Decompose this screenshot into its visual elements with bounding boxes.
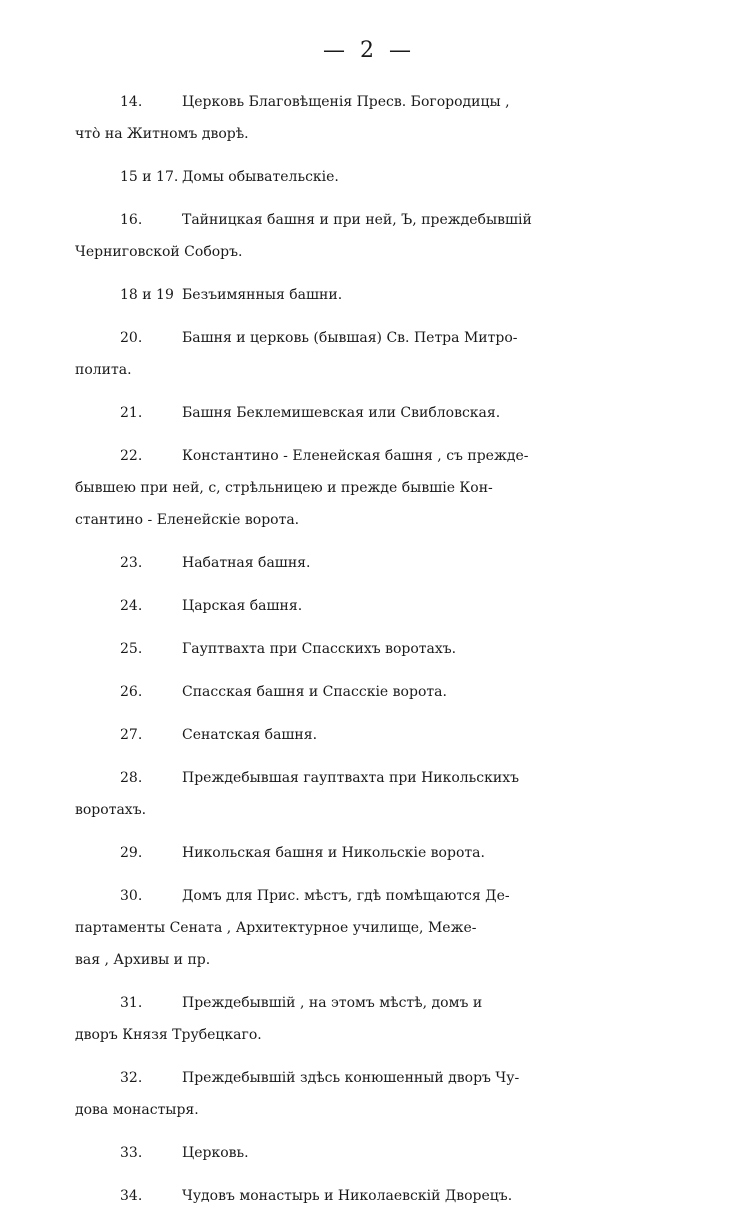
entry-number: 14. (120, 94, 143, 110)
entry-first-line (0, 1180, 738, 1212)
entry-first-line (0, 86, 738, 118)
entry-first-line (0, 322, 738, 354)
page-number: — 2 — (323, 38, 415, 63)
entry-text: стантино - Еленейскіе ворота. (75, 512, 300, 528)
entry-number: 20. (120, 330, 143, 346)
entry-number: 21. (120, 405, 143, 421)
entry-text: Преждебывшій , на этомъ мѣстѣ, домъ и (182, 995, 483, 1011)
entry-continuation-line (0, 236, 738, 268)
entry-continuation-line (0, 912, 738, 944)
entry-number: 27. (120, 727, 143, 743)
entry-text: бывшею при ней, с, стрѣльницею и прежде бывшіе Кон- (75, 480, 493, 496)
entry-number: 16. (120, 212, 143, 228)
entry-text: Безъимянныя башни. (182, 287, 343, 303)
entry-text: Преждебывшій здѣсь конюшенный дворъ Чу- (182, 1070, 520, 1086)
entry-text: Черниговской Соборъ. (75, 244, 243, 260)
list-item (0, 987, 738, 1051)
entry-number: 33. (120, 1145, 143, 1161)
list-item (0, 322, 738, 386)
entry-text: Домъ для Прис. мѣстъ, гдѣ помѣщаются Де- (182, 888, 510, 904)
list-item (0, 161, 738, 193)
entry-text: Царская башня. (182, 598, 303, 614)
list-item (0, 837, 738, 869)
list-item (0, 1180, 738, 1212)
entry-number: 32. (120, 1070, 143, 1086)
entry-text: Башня и церковь (бывшая) Св. Петра Митро- (182, 330, 518, 346)
entry-first-line (0, 719, 738, 751)
entry-number: 26. (120, 684, 143, 700)
entry-number: 30. (120, 888, 143, 904)
entry-text: Домы обывательскіе. (182, 169, 339, 185)
list-item (0, 547, 738, 579)
entry-continuation-line (0, 1019, 738, 1051)
entry-continuation-line (0, 354, 738, 386)
entry-text: воротахъ. (75, 802, 147, 818)
list-item (0, 1062, 738, 1126)
list-item (0, 440, 738, 536)
list-item (0, 279, 738, 311)
entry-first-line (0, 204, 738, 236)
entry-number: 31. (120, 995, 143, 1011)
entry-text: Константино - Еленейская башня , съ прежде- (182, 448, 529, 464)
entry-continuation-line (0, 1094, 738, 1126)
entry-text: партаменты Сената , Архитектурное училище, Меже- (75, 920, 477, 936)
entry-continuation-line (0, 118, 738, 150)
entry-number: 25. (120, 641, 143, 657)
entry-text: полита. (75, 362, 132, 378)
entry-first-line (0, 161, 738, 193)
entry-text: Никольская башня и Никольскіе ворота. (182, 845, 485, 861)
entry-number: 15 и 17. (120, 169, 179, 185)
entry-text: Набатная башня. (182, 555, 311, 571)
entry-text: Церковь. (182, 1145, 249, 1161)
list-item (0, 86, 738, 150)
entry-first-line (0, 1062, 738, 1094)
entry-first-line (0, 590, 738, 622)
entry-continuation-line (0, 472, 738, 504)
entry-text: дова монастыря. (75, 1102, 199, 1118)
entry-text: Сенатская башня. (182, 727, 318, 743)
entry-first-line (0, 762, 738, 794)
entry-number: 18 и 19 (120, 287, 174, 303)
entry-number: 24. (120, 598, 143, 614)
entry-text: Тайницкая башня и при ней, Ъ, преждебывшій (182, 212, 532, 228)
entry-text: Гауптвахта при Спасскихъ воротахъ. (182, 641, 457, 657)
entry-first-line (0, 987, 738, 1019)
entry-continuation-line (0, 794, 738, 826)
entry-continuation-line (0, 504, 738, 536)
list-item (0, 719, 738, 751)
list-item (0, 397, 738, 429)
list-item (0, 676, 738, 708)
list-item (0, 762, 738, 826)
list-item (0, 204, 738, 268)
entry-text: дворъ Князя Трубецкаго. (75, 1027, 262, 1043)
entry-first-line (0, 440, 738, 472)
entry-list (0, 86, 738, 1223)
entry-number: 22. (120, 448, 143, 464)
entry-first-line (0, 880, 738, 912)
entry-first-line (0, 633, 738, 665)
entry-number: 23. (120, 555, 143, 571)
list-item (0, 880, 738, 976)
entry-text: Чудовъ монастырь и Николаевскій Дворецъ. (182, 1188, 513, 1204)
entry-first-line (0, 547, 738, 579)
entry-first-line (0, 837, 738, 869)
entry-number: 34. (120, 1188, 143, 1204)
entry-first-line (0, 279, 738, 311)
entry-number: 29. (120, 845, 143, 861)
list-item (0, 590, 738, 622)
entry-text: вая , Архивы и пр. (75, 952, 211, 968)
entry-first-line (0, 397, 738, 429)
list-item (0, 633, 738, 665)
entry-first-line (0, 1137, 738, 1169)
entry-text: Церковь Благовѣщенія Пресв. Богородицы , (182, 94, 510, 110)
entry-first-line (0, 676, 738, 708)
entry-text: что̀ на Житномъ дворѣ. (75, 126, 249, 142)
entry-continuation-line (0, 944, 738, 976)
list-item (0, 1137, 738, 1169)
entry-text: Спасская башня и Спасскіе ворота. (182, 684, 447, 700)
entry-number: 28. (120, 770, 143, 786)
entry-text: Преждебывшая гауптвахта при Никольскихъ (182, 770, 520, 786)
entry-text: Башня Беклемишевская или Свибловская. (182, 405, 501, 421)
